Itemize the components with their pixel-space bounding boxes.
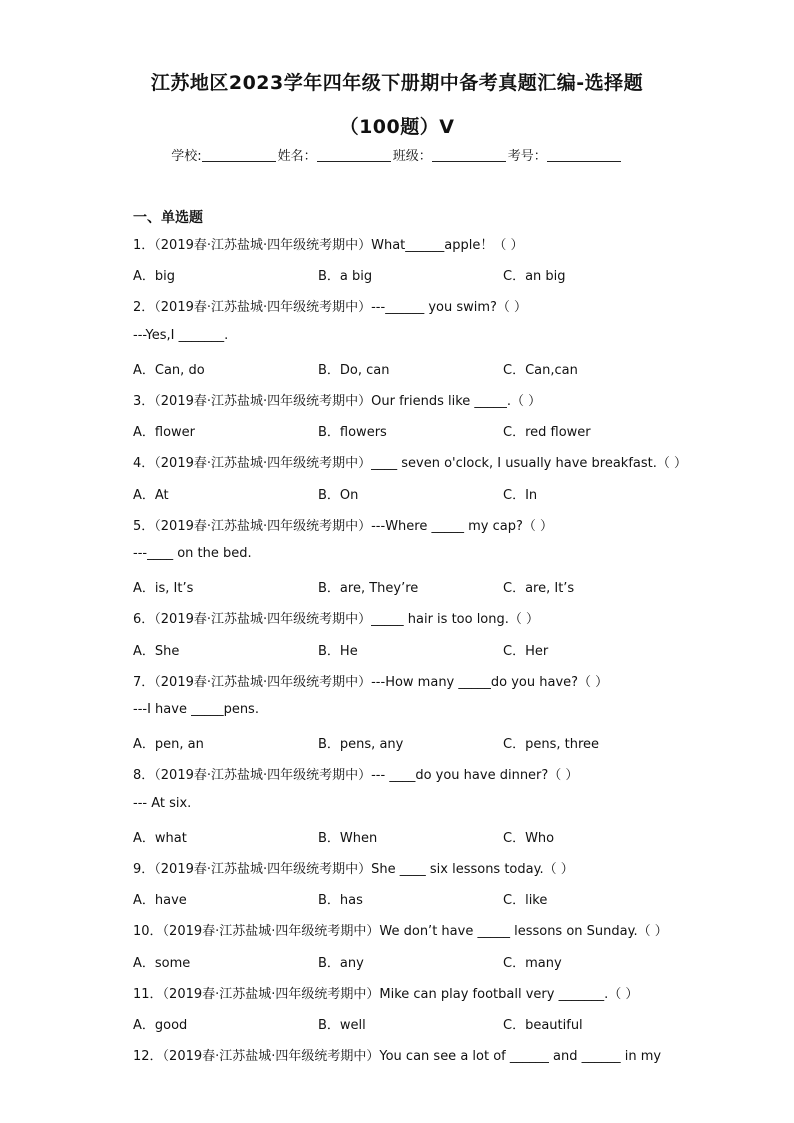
student-info-line <box>0 145 794 164</box>
option-a: A．have <box>133 893 187 908</box>
option-c: C．red flower <box>503 425 591 440</box>
question-text: 8．（2019春·江苏盐城·四年级统考期中）--- ____do you have dinner?（ ） <box>133 768 579 783</box>
option-b: B．flowers <box>318 425 387 440</box>
option-b: B．pens, any <box>318 737 404 752</box>
option-b: B．a big <box>318 269 373 284</box>
option-b: B．When <box>318 831 378 846</box>
option-b: B．He <box>318 644 358 659</box>
document-title: 江苏地区2023学年四年级下册期中备考真题汇编-选择题 <box>150 72 644 94</box>
question-text: 7．（2019春·江苏盐城·四年级统考期中）---How many _____do you have?（ ） <box>133 675 609 690</box>
option-a: A．She <box>133 644 180 659</box>
option-a: A．At <box>133 488 169 503</box>
option-b: B．On <box>318 488 359 503</box>
option-b: B．are, They’re <box>318 581 419 596</box>
option-a: A．what <box>133 831 187 846</box>
question-text: 9．（2019春·江苏盐城·四年级统考期中）She ____ six lessons today.（ ） <box>133 862 574 877</box>
option-c: C．Who <box>503 831 555 846</box>
option-b: B．any <box>318 956 364 971</box>
section-title: 一、单选题 <box>133 210 203 226</box>
option-a: A．Can, do <box>133 363 205 378</box>
option-b: B．well <box>318 1018 366 1033</box>
option-a: A．some <box>133 956 191 971</box>
name-blank <box>317 147 391 162</box>
option-c: C．many <box>503 956 562 971</box>
option-c: C．Can,can <box>503 363 578 378</box>
option-c: C．pens, three <box>503 737 599 752</box>
school-blank <box>202 147 276 162</box>
option-c: C．like <box>503 893 548 908</box>
number-blank <box>547 147 621 162</box>
question-subline: ---I have _____pens. <box>133 702 259 717</box>
name-label: 姓名： <box>277 149 317 164</box>
question-text: 4．（2019春·江苏盐城·四年级统考期中）____ seven o'clock, I usually have breakfast.（ ） <box>133 456 688 471</box>
school-label: 学校: <box>171 149 202 164</box>
option-c: C．beautiful <box>503 1018 583 1033</box>
question-text: 6．（2019春·江苏盐城·四年级统考期中）_____ hair is too long.（ ） <box>133 612 540 627</box>
option-a: A．is, It’s <box>133 581 194 596</box>
class-label: 班级： <box>392 149 432 164</box>
option-b: B．has <box>318 893 363 908</box>
question-subline: ---Yes,I _______. <box>133 328 229 343</box>
question-subline: ---____ on the bed. <box>133 546 252 561</box>
option-a: A．big <box>133 269 176 284</box>
option-c: C．are, It’s <box>503 581 575 596</box>
option-a: A．pen, an <box>133 737 204 752</box>
option-b: B．Do, can <box>318 363 390 378</box>
question-text: 1．（2019春·江苏盐城·四年级统考期中）What______apple！（ ） <box>133 238 524 253</box>
option-c: C．In <box>503 488 538 503</box>
class-blank <box>432 147 506 162</box>
question-text: 12．（2019春·江苏盐城·四年级统考期中）You can see a lot of ______ and ______ in my <box>133 1049 662 1064</box>
option-a: A．good <box>133 1018 188 1033</box>
question-text: 2．（2019春·江苏盐城·四年级统考期中）---______ you swim?（ ） <box>133 300 528 315</box>
question-subline: --- At six. <box>133 796 192 811</box>
question-text: 10．（2019春·江苏盐城·四年级统考期中）We don’t have _____ lessons on Sunday.（ ） <box>133 924 668 939</box>
question-text: 11．（2019春·江苏盐城·四年级统考期中）Mike can play football very _______.（ ） <box>133 987 639 1002</box>
option-c: C．Her <box>503 644 549 659</box>
question-text: 3．（2019春·江苏盐城·四年级统考期中）Our friends like _____.（ ） <box>133 394 542 409</box>
number-label: 考号： <box>507 149 547 164</box>
document-title-line2: （100题）Ⅴ <box>339 116 455 138</box>
option-c: C．an big <box>503 269 566 284</box>
question-text: 5．（2019春·江苏盐城·四年级统考期中）---Where _____ my cap?（ ） <box>133 519 553 534</box>
option-a: A．flower <box>133 425 196 440</box>
